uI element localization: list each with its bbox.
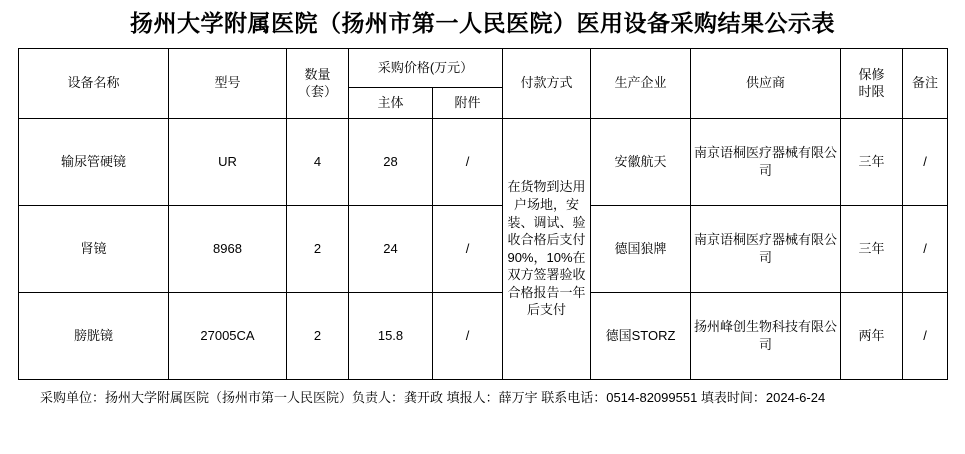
cell-manufacturer: 安徽航天 [591,118,691,205]
header-model: 型号 [169,48,287,118]
header-supplier: 供应商 [691,48,841,118]
header-payment-method: 付款方式 [503,48,591,118]
header-quantity [287,48,349,118]
table-row [19,118,948,205]
header-warranty-line2: 时限 [858,84,885,100]
cell-remark: / [903,292,948,379]
cell-model: UR [169,118,287,205]
cell-quantity: 2 [287,292,349,379]
cell-device-name: 膀胱镜 [19,292,169,379]
cell-price-main: 28 [349,118,433,205]
cell-device-name: 输尿管硬镜 [19,118,169,205]
cell-supplier: 南京语桐医疗器械有限公司 [691,205,841,292]
cell-price-main: 15.8 [349,292,433,379]
header-manufacturer: 生产企业 [591,48,691,118]
procurement-results-table [18,48,948,380]
header-price-main: 主体 [349,87,433,118]
cell-remark: / [903,205,948,292]
cell-manufacturer: 德国狼牌 [591,205,691,292]
table-row [19,205,948,292]
header-quantity-line2: （套） [297,84,337,100]
cell-price-attachment: / [433,205,503,292]
header-price-attachment: 附件 [433,87,503,118]
cell-supplier: 扬州峰创生物科技有限公司 [691,292,841,379]
header-price-group: 采购价格(万元） [349,48,503,87]
cell-price-main: 24 [349,205,433,292]
cell-quantity: 4 [287,118,349,205]
cell-device-name: 肾镜 [19,205,169,292]
header-warranty [841,48,903,118]
cell-model: 27005CA [169,292,287,379]
table-header-row-1 [19,48,948,87]
cell-quantity: 2 [287,205,349,292]
header-quantity-line1: 数量 [304,66,331,82]
cell-supplier: 南京语桐医疗器械有限公司 [691,118,841,205]
cell-model: 8968 [169,205,287,292]
header-warranty-line1: 保修 [858,66,885,82]
header-device-name: 设备名称 [19,48,169,118]
footer-note: 采购单位：扬州大学附属医院（扬州市第一人民医院）负责人：龚开政 填报人：薛万宇 联系电话：0514-82099551 填表时间：2024-6-24 [40,389,826,405]
cell-payment-terms: 在货物到达用户场地，安装、调试、验收合格后支付 90%，10%在双方签署验收合格报告一年后支付 [503,118,591,379]
page-title: 扬州大学附属医院（扬州市第一人民医院）医用设备采购结果公示表 [130,10,835,36]
header-remark: 备注 [903,48,948,118]
cell-remark: / [903,118,948,205]
table-row [19,292,948,379]
cell-manufacturer: 德国STORZ [591,292,691,379]
cell-warranty: 三年 [841,118,903,205]
cell-price-attachment: / [433,118,503,205]
cell-warranty: 两年 [841,292,903,379]
cell-price-attachment: / [433,292,503,379]
cell-warranty: 三年 [841,205,903,292]
